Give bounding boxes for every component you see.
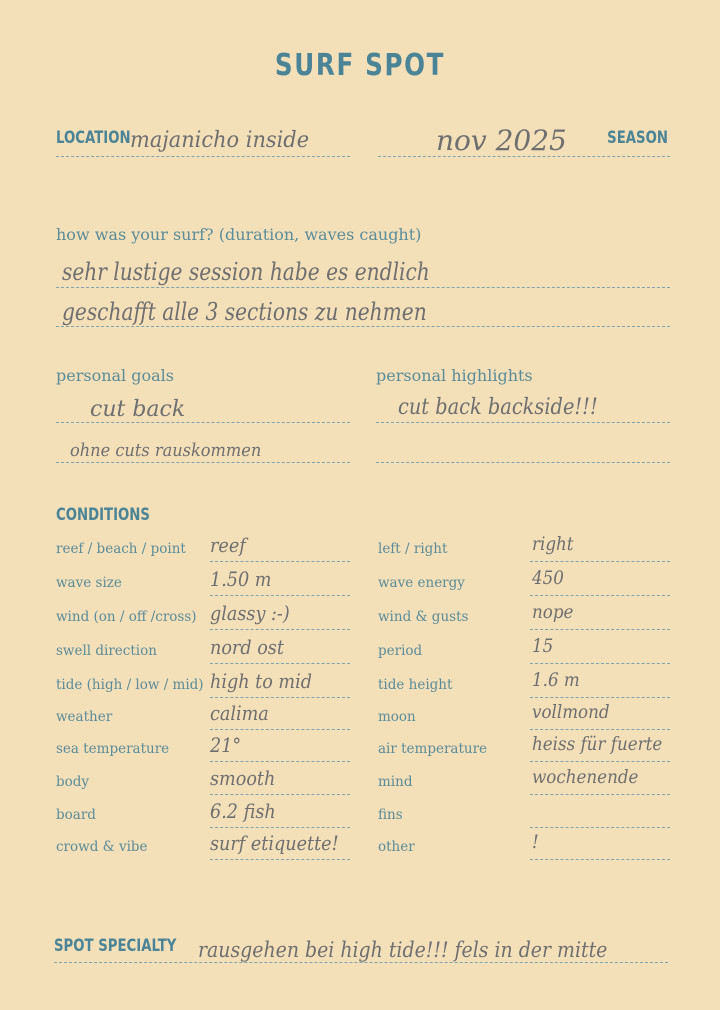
goals-line-1: cut back	[90, 397, 186, 422]
condition-line	[210, 761, 350, 762]
location-label: LOCATION	[56, 128, 131, 148]
condition-label: fins	[378, 807, 403, 823]
condition-value: calima	[210, 701, 269, 725]
condition-value: right	[532, 533, 574, 555]
surf-line-2	[56, 326, 670, 327]
condition-label: sea temperature	[56, 741, 170, 757]
condition-line	[210, 663, 350, 664]
condition-line	[210, 561, 350, 562]
condition-label: tide height	[378, 677, 453, 693]
condition-label: air temperature	[378, 741, 488, 757]
condition-label: board	[56, 807, 96, 823]
goals-rule-1	[56, 422, 350, 423]
surf-answer-line-1: sehr lustige session habe es endlich	[62, 258, 430, 286]
location-line	[56, 156, 350, 157]
condition-value: glassy :-)	[210, 601, 290, 625]
condition-value: 15	[532, 635, 554, 657]
surf-answer-line-2: geschafft alle 3 sections zu nehmen	[62, 298, 427, 326]
season-value: nov 2025	[436, 124, 567, 157]
condition-label: moon	[378, 709, 416, 725]
condition-value: !	[532, 831, 539, 853]
condition-line	[530, 729, 670, 730]
condition-label: wave size	[56, 575, 122, 591]
goals-rule-2	[56, 462, 350, 463]
condition-value: 21°	[210, 733, 242, 757]
condition-value: nord ost	[210, 635, 284, 659]
condition-label: wind (on / off /cross)	[56, 609, 197, 625]
condition-line	[530, 761, 670, 762]
condition-line	[530, 629, 670, 630]
condition-line	[210, 827, 350, 828]
specialty-value: rausgehen bei high tide!!! fels in der mitte	[198, 938, 608, 962]
highlights-rule-1	[376, 422, 670, 423]
season-line	[378, 156, 670, 157]
condition-label: mind	[378, 774, 413, 790]
condition-line	[530, 794, 670, 795]
condition-label: wave energy	[378, 575, 465, 591]
season-label: SEASON	[607, 128, 668, 148]
condition-label: weather	[56, 709, 113, 725]
condition-line	[530, 595, 670, 596]
condition-value: vollmond	[532, 701, 610, 723]
condition-value: surf etiquette!	[210, 831, 339, 855]
condition-label: body	[56, 774, 90, 790]
condition-value: high to mid	[210, 669, 313, 693]
condition-value: smooth	[210, 766, 276, 790]
surf-line-1	[56, 287, 670, 288]
page-title: SURF SPOT	[274, 48, 446, 83]
condition-line	[210, 729, 350, 730]
highlights-rule-2	[376, 462, 670, 463]
condition-value: 6.2 fish	[210, 799, 276, 823]
condition-label: swell direction	[56, 643, 157, 659]
condition-line	[530, 663, 670, 664]
condition-line	[210, 794, 350, 795]
specialty-label: SPOT SPECIALTY	[54, 936, 177, 956]
location-value: majanicho inside	[130, 128, 310, 153]
specialty-line	[54, 962, 668, 963]
condition-label: wind & gusts	[378, 609, 469, 625]
condition-value: 1.50 m	[210, 567, 272, 591]
condition-value: nope	[532, 601, 574, 623]
condition-label: crowd & vibe	[56, 839, 148, 855]
condition-label: left / right	[378, 541, 448, 557]
condition-value: 1.6 m	[532, 669, 580, 691]
goals-line-2: ohne cuts rauskommen	[70, 440, 262, 461]
condition-line	[210, 697, 350, 698]
goals-label: personal goals	[56, 366, 174, 385]
condition-line	[210, 629, 350, 630]
conditions-heading: CONDITIONS	[56, 505, 150, 525]
condition-value: wochenende	[532, 766, 639, 788]
condition-label: reef / beach / point	[56, 541, 186, 557]
surf-question: how was your surf? (duration, waves caught)	[56, 225, 422, 244]
condition-label: other	[378, 839, 415, 855]
condition-value: 450	[532, 567, 564, 589]
highlights-label: personal highlights	[376, 366, 533, 385]
condition-line	[530, 827, 670, 828]
condition-line	[210, 859, 350, 860]
condition-line	[530, 697, 670, 698]
condition-label: period	[378, 643, 423, 659]
condition-line	[530, 859, 670, 860]
condition-line	[530, 561, 670, 562]
highlights-line-1: cut back backside!!!	[398, 395, 598, 420]
condition-line	[210, 595, 350, 596]
condition-label: tide (high / low / mid)	[56, 677, 204, 693]
condition-value: heiss für fuerte	[532, 733, 663, 755]
condition-value: reef	[210, 533, 246, 557]
